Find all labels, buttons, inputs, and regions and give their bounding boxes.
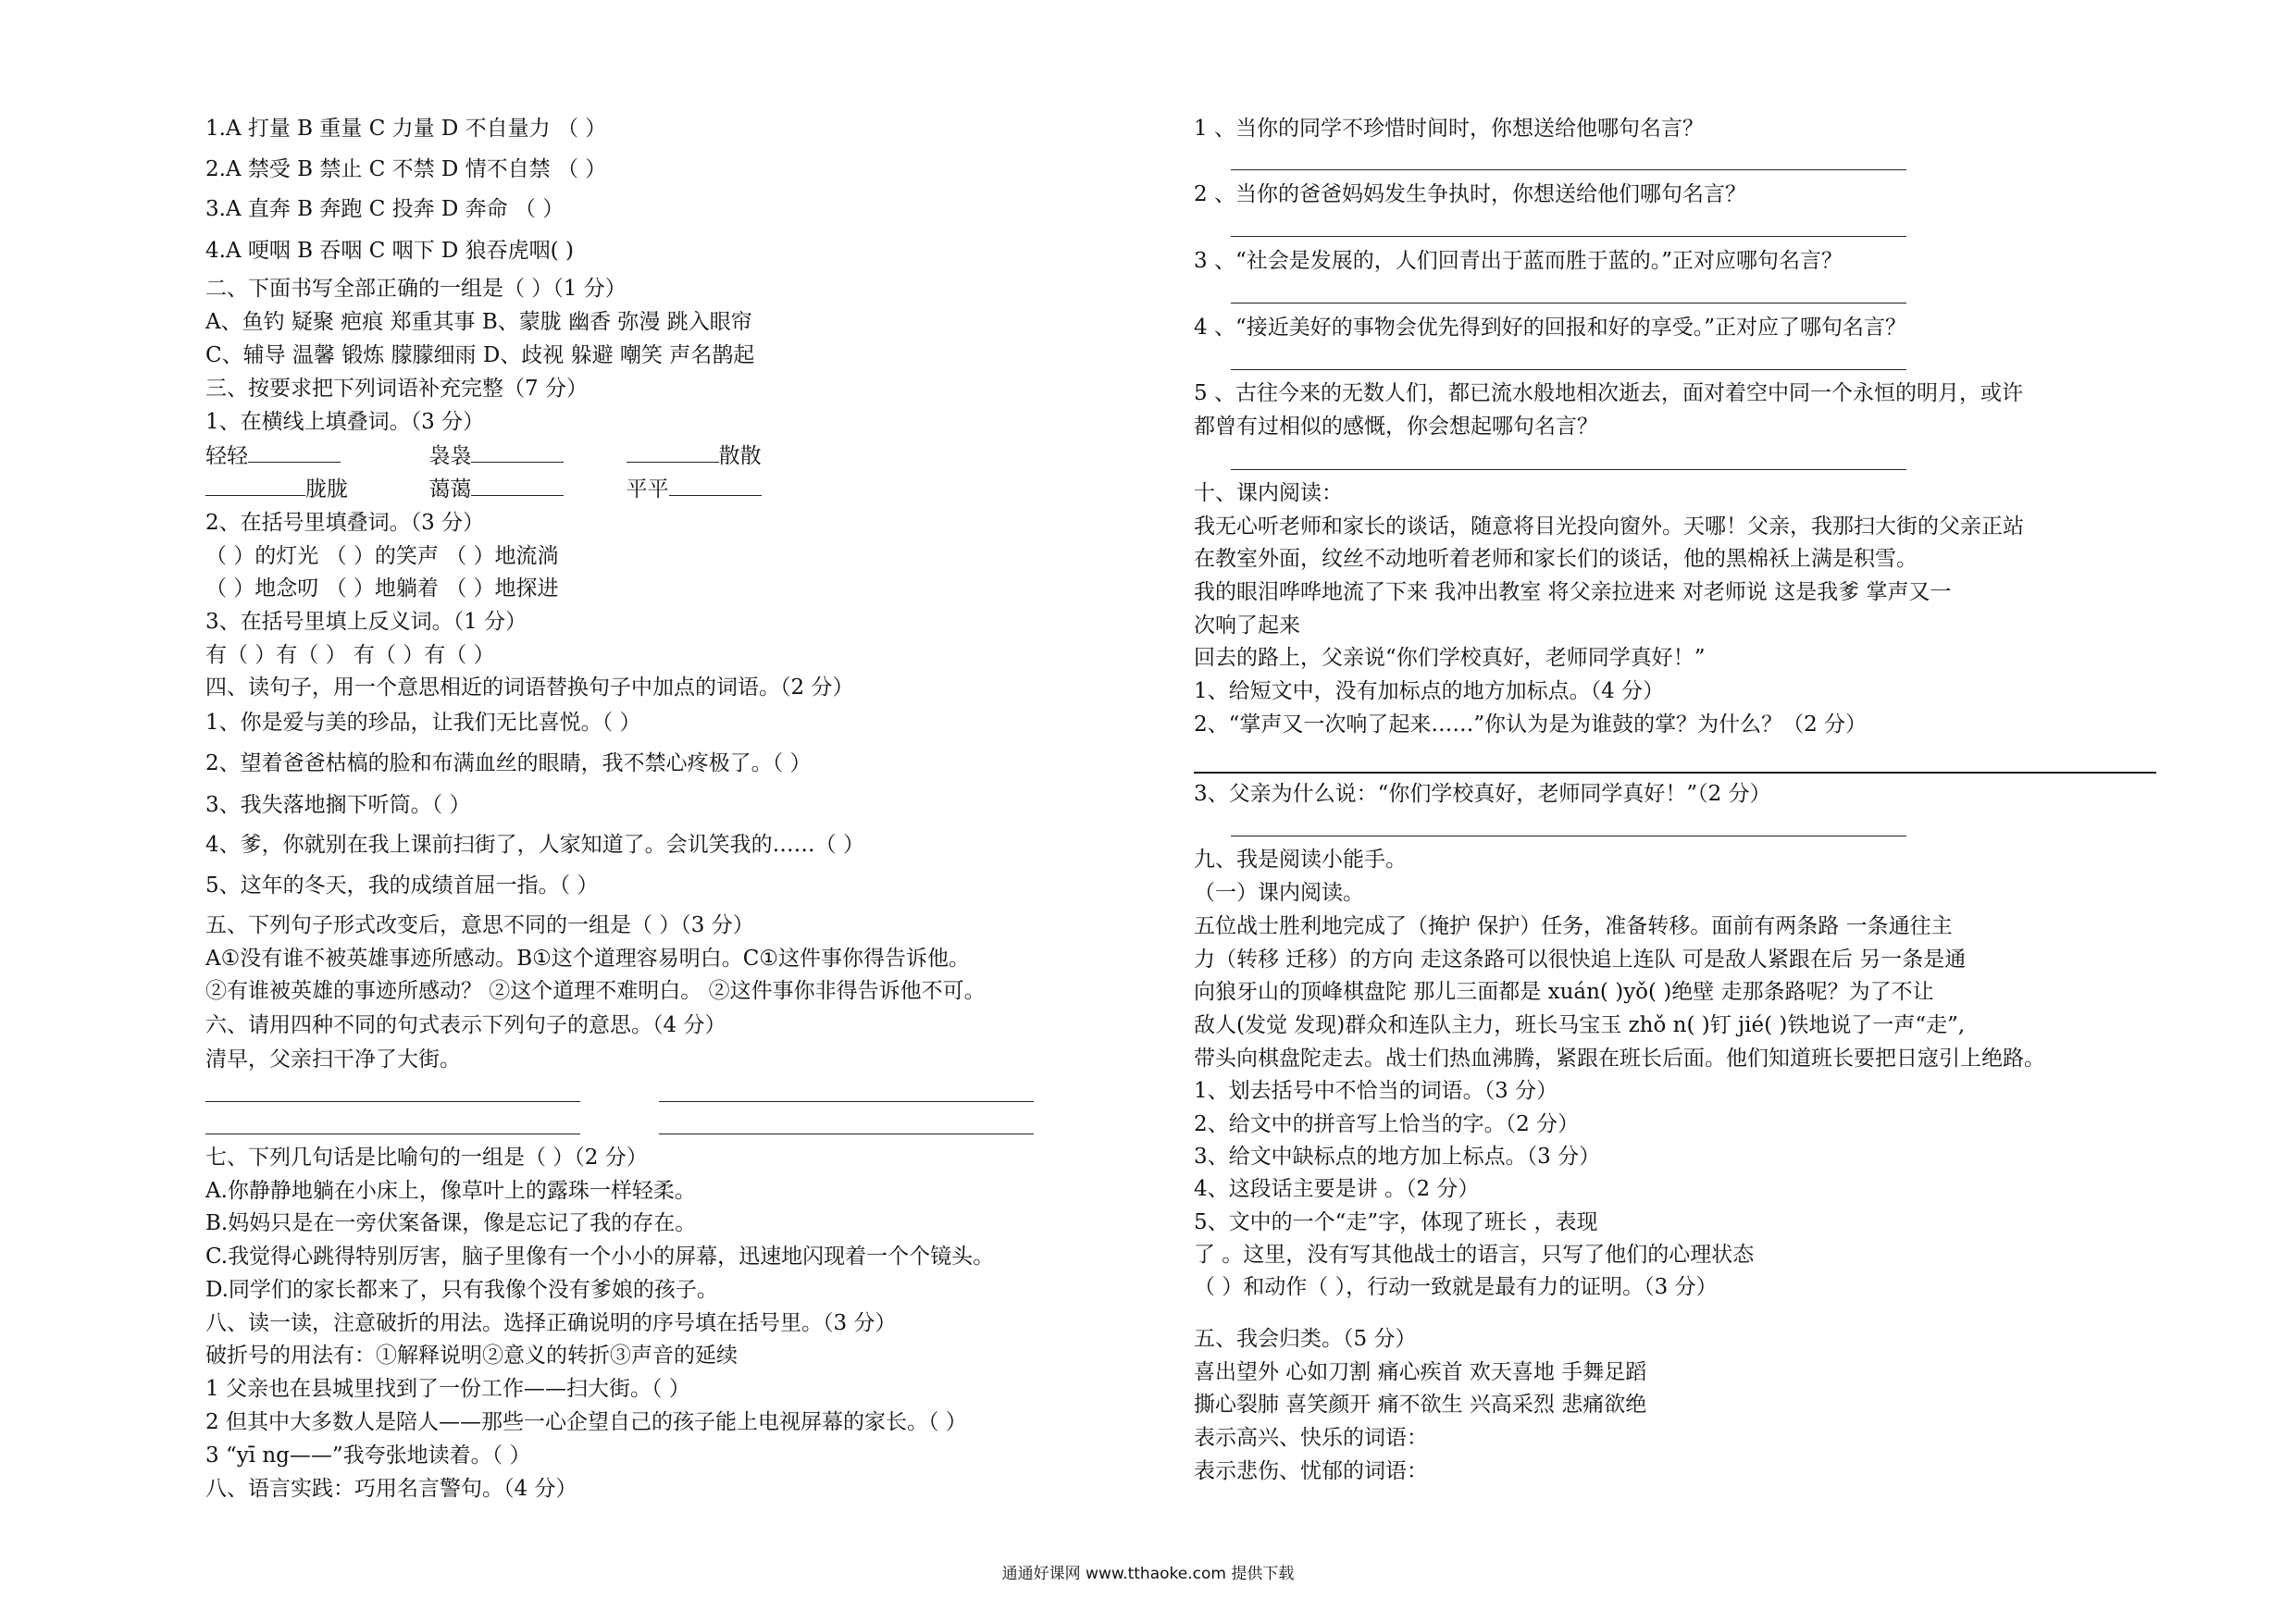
section-3-sub-1: 1、在横线上填叠词。（3 分） [205, 410, 485, 434]
word-2c: 平平 [626, 477, 669, 502]
q1-row-3: 3.A 直奔 B 奔跑 C 投奔 D 奔命 （ ） [205, 197, 565, 221]
blank-line[interactable] [627, 445, 719, 463]
section-5-row-1: A①没有谁不被英雄事迹所感动。B①这个道理容易明白。C①这件事你得告诉他。 [205, 947, 970, 971]
section-3-title: 三、按要求把下列词语补充完整（7 分） [205, 377, 588, 401]
section-5-row-2: ②有谁被英雄的事迹所感动？ ②这个道理不难明白。 ②这件事你非得告诉他不可。 [205, 979, 986, 1003]
section-7-item-d: D.同学们的家长都来了，只有我像个没有爹娘的孩子。 [205, 1278, 718, 1302]
q1-row-4: 4.A 哽咽 B 吞咽 C 咽下 D 狼吞虎咽( ) [205, 239, 574, 263]
happy-words-label: 表示高兴、快乐的词语： [1194, 1426, 1428, 1450]
antonym-row: 有（ ）有（ ） 有（ ）有（ ） [205, 643, 495, 667]
section-9-q3: 3、给文中缺标点的地方加上标点。（3 分） [1194, 1145, 1601, 1169]
section-9-sub: （一）课内阅读。 [1194, 881, 1364, 905]
reading-p2-line-2: 次响了起来 [1194, 613, 1300, 638]
blank-line[interactable] [248, 445, 341, 463]
word-1a: 轻轻 [205, 444, 248, 468]
sort-words-row-2: 撕心裂肺 喜笑颜开 痛不欲生 兴高采烈 悲痛欲绝 [1194, 1393, 1647, 1417]
section-8-item-2: 2 但其中大多数人是陪人——那些一心企望自己的孩子能上电视屏幕的家长。（ ） [205, 1410, 967, 1434]
section-9-q5-line-3: （ ）和动作（ ），行动一致就是最有力的证明。（3 分） [1194, 1275, 1718, 1299]
blank-line[interactable] [471, 445, 564, 463]
section-4-item-4: 4、爹，你就别在我上课前扫街了，人家知道了。会讥笑我的……（ ） [205, 833, 864, 857]
word-2b: 蔼蔼 [428, 477, 472, 502]
answer-line[interactable] [659, 1101, 1034, 1102]
passage-line-1: 五位战士胜利地完成了（掩护 保护）任务，准备转移。面前有两条路 一条通往主 [1194, 914, 1953, 938]
section-9-q1: 1、划去括号中不恰当的词语。（3 分） [1194, 1079, 1558, 1103]
blank-line[interactable] [471, 478, 564, 496]
quote-q3: 3 、“社会是发展的，人们回青出于蓝而胜于蓝的。”正对应哪句名言？ [1194, 249, 1843, 273]
quote-q2: 2 、当你的爸爸妈妈发生争执时，你想送给他们哪句名言？ [1194, 182, 1746, 206]
section-9-q5-line-2: 了 。这里，没有写其他战士的语言，只写了他们的心理状态 [1194, 1243, 1755, 1267]
section-2-row-c: C、辅导 温馨 锻炼 朦朦细雨 D、歧视 躲避 嘲笑 声名鹊起 [205, 343, 755, 367]
section-9-title: 九、我是阅读小能手。 [1194, 848, 1407, 872]
sad-words-label: 表示悲伤、忧郁的词语： [1194, 1459, 1428, 1483]
bracket-row-1: （ ）的灯光 （ ）的笑声 （ ）地流淌 [205, 544, 559, 568]
q1-row-1: 1.A 打量 B 重量 C 力量 D 不自量力 （ ） [205, 117, 607, 141]
bracket-row-2: （ ）地念叨 （ ）地躺着 （ ）地探进 [205, 576, 559, 601]
section-9-q4: 4、这段话主要是讲 。（2 分） [1194, 1177, 1480, 1201]
answer-line[interactable] [1194, 772, 2156, 774]
dash-usage: 破折号的用法有：①解释说明②意义的转折③声音的延续 [205, 1344, 738, 1368]
section-3-sub-3: 3、在括号里填上反义词。（1 分） [205, 610, 527, 634]
section-7-item-c: C.我觉得心跳得特别厉害，脑子里像有一个小小的屏幕，迅速地闪现着一个个镜头。 [205, 1245, 995, 1269]
reading-p2-line-1: 我的眼泪哗哗地流了下来 我冲出教室 将父亲拉进来 对老师说 这是我爹 掌声又一 [1194, 580, 1952, 604]
section-4-item-2: 2、望着爸爸枯槁的脸和布满血丝的眼睛，我不禁心疼极了。（ ） [205, 751, 812, 775]
section-6-title: 六、请用四种不同的句式表示下列句子的意思。（4 分） [205, 1013, 726, 1037]
section-3-sub-2: 2、在括号里填叠词。（3 分） [205, 511, 485, 535]
section-5-title: 五、下列句子形式改变后，意思不同的一组是（ ）（3 分） [205, 913, 754, 937]
quote-q1: 1 、当你的同学不珍惜时间时，你想送给他哪句名言？ [1194, 117, 1704, 141]
answer-line[interactable] [1231, 169, 1906, 170]
sort-section-title: 五、我会归类。（5 分） [1194, 1327, 1417, 1351]
section-2-title: 二、下面书写全部正确的一组是（ ）（1 分） [205, 277, 627, 301]
section-2-row-a: A、鱼钓 疑聚 疤痕 郑重其事 B、蒙胧 幽香 弥漫 跳入眼帘 [205, 310, 752, 334]
section-8-title: 八、读一读，注意破折的用法。选择正确说明的序号填在括号里。（3 分） [205, 1311, 897, 1335]
section-8b-title: 八、语言实践：巧用名言警句。（4 分） [205, 1477, 577, 1501]
reading-p1-line-2: 在教室外面，纹丝不动地听着老师和家长们的谈话，他的黑棉袄上满是积雪。 [1194, 547, 1917, 571]
blank-line[interactable] [205, 478, 305, 496]
fill-row-2 [205, 476, 762, 503]
section-10-q3: 3、父亲为什么说：“你们学校真好，老师同学真好！”（2 分） [1194, 782, 1771, 806]
footer-credit: 通通好课网 www.tthaoke.com 提供下载 [1001, 1565, 1295, 1583]
word-1b: 袅袅 [428, 444, 472, 468]
answer-line[interactable] [1231, 369, 1906, 370]
answer-line[interactable] [205, 1101, 580, 1102]
sort-words-row-1: 喜出望外 心如刀割 痛心疾首 欢天喜地 手舞足蹈 [1194, 1360, 1647, 1384]
section-9-q5-line-1: 5、文中的一个“走”字，体现了班长 ，表现 [1194, 1210, 1598, 1234]
word-2a: 胧胧 [305, 477, 348, 502]
word-1c: 散散 [718, 444, 762, 468]
passage-line-4: 敌人(发觉 发现)群众和连队主力，班长马宝玉 zhǒ n( )钉 jié( )铁地说了一声“走”, [1194, 1013, 1966, 1037]
answer-line[interactable] [1231, 303, 1906, 304]
passage-line-5: 带头向棋盘陀走去。战士们热血沸腾，紧跟在班长后面。他们知道班长要把日寇引上绝路。 [1194, 1047, 2045, 1071]
section-10-q2: 2、“掌声又一次响了起来……”你认为是为谁鼓的掌？为什么？（2 分） [1194, 712, 1868, 737]
quote-q5-line-2: 都曾有过相似的感慨，你会想起哪句名言？ [1194, 415, 1598, 439]
section-10-q1: 1、给短文中，没有加标点的地方加标点。（4 分） [1194, 679, 1665, 703]
reading-p3: 回去的路上，父亲说“你们学校真好，老师同学真好！” [1194, 646, 1706, 670]
section-7-item-b: B.妈妈只是在一旁伏案备课，像是忘记了我的存在。 [205, 1211, 697, 1235]
quote-q5-line-1: 5 、古往今来的无数人们，都已流水般地相次逝去，面对着空中同一个永恒的明月，或许 [1194, 381, 2023, 405]
answer-line[interactable] [1231, 236, 1906, 237]
blank-line[interactable] [669, 478, 762, 496]
section-7-title: 七、下列几句话是比喻句的一组是（ ）（2 分） [205, 1146, 648, 1170]
reading-p1-line-1: 我无心听老师和家长的谈话，随意将目光投向窗外。天哪！父亲，我那扫大街的父亲正站 [1194, 514, 2024, 539]
quote-q4: 4 、“接近美好的事物会优先得到好的回报和好的享受。”正对应了哪句名言？ [1194, 316, 1906, 340]
fill-row-1 [205, 442, 762, 470]
section-4-title: 四、读句子，用一个意思相近的词语替换句子中加点的词语。（2 分） [205, 675, 854, 700]
q1-row-2: 2.A 禁受 B 禁止 C 不禁 D 情不自禁 （ ） [205, 157, 607, 181]
section-8-item-1: 1 父亲也在县城里找到了一份工作——扫大街。（ ） [205, 1377, 690, 1401]
section-6-sentence: 清早，父亲扫干净了大街。 [205, 1047, 461, 1072]
section-9-q2: 2、给文中的拼音写上恰当的字。（2 分） [1194, 1112, 1580, 1136]
section-10-title: 十、课内阅读： [1194, 481, 1343, 505]
section-4-item-5: 5、这年的冬天，我的成绩首屈一指。（ ） [205, 873, 599, 898]
answer-line[interactable] [1231, 469, 1906, 470]
passage-line-3: 向狼牙山的顶峰棋盘陀 那儿三面都是 xuán( )yǒ( )绝壁 走那条路呢？为了不让 [1194, 980, 1934, 1004]
passage-line-2: 力（转移 迁移）的方向 走这条路可以很快追上连队 可是敌人紧跟在后 另一条是通 [1194, 948, 1967, 972]
section-7-item-a: A.你静静地躺在小床上，像草叶上的露珠一样轻柔。 [205, 1179, 696, 1203]
section-4-item-1: 1、你是爱与美的珍品，让我们无比喜悦。（ ） [205, 711, 641, 735]
section-4-item-3: 3、我失落地搁下听筒。（ ） [205, 793, 471, 817]
section-8-item-3: 3 “yī ng——”我夸张地读着。（ ） [205, 1443, 531, 1468]
